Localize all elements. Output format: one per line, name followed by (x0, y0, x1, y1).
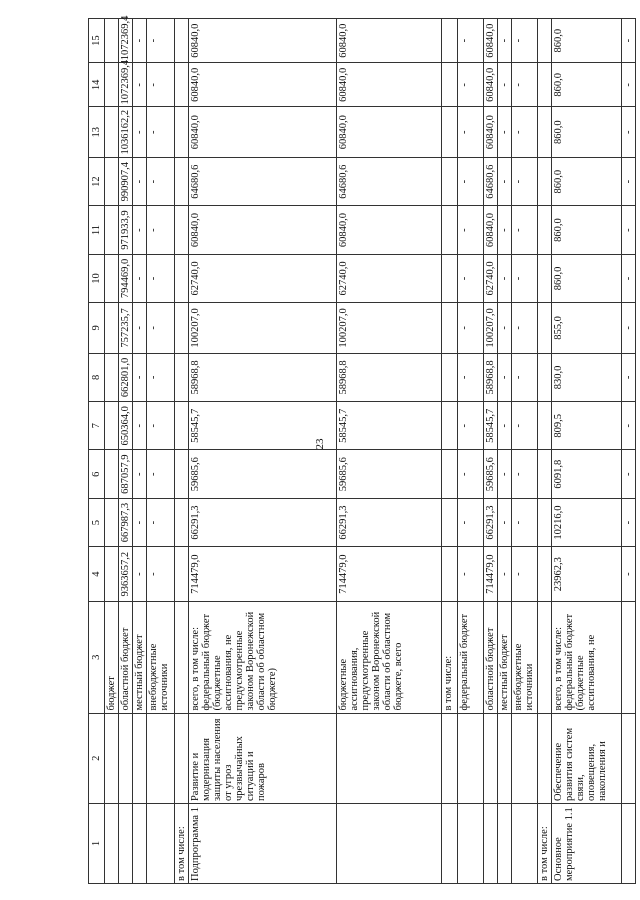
row-section-cell (484, 804, 498, 884)
header-cell: 14 (89, 63, 105, 107)
row-title-cell (458, 713, 484, 803)
value-cell (538, 498, 552, 546)
value-cell: - (458, 254, 484, 302)
value-cell: 60840,0 (189, 206, 337, 254)
value-cell: - (458, 450, 484, 498)
table-row (458, 19, 484, 884)
value-cell (105, 450, 119, 498)
value-cell: - (498, 402, 512, 450)
value-cell: 62740,0 (189, 254, 337, 302)
value-cell (175, 63, 189, 107)
value-cell: - (512, 353, 538, 401)
value-cell: - (498, 303, 512, 354)
table-row (189, 19, 337, 884)
row-title-cell (105, 713, 119, 803)
value-cell: - (498, 63, 512, 107)
header-cell: 15 (89, 19, 105, 63)
value-cell: - (622, 353, 636, 401)
table-row (498, 19, 512, 884)
value-cell: - (512, 547, 538, 602)
value-cell: 1072369,4 (119, 19, 133, 63)
value-cell: 58968,8 (484, 353, 498, 401)
header-cell: 2 (89, 713, 105, 803)
value-cell: 1036162,2 (119, 107, 133, 158)
value-cell: - (512, 19, 538, 63)
value-cell: - (512, 63, 538, 107)
value-cell: 100207,0 (484, 303, 498, 354)
value-cell (105, 254, 119, 302)
value-cell: 860,0 (552, 254, 622, 302)
value-cell (105, 206, 119, 254)
value-cell (442, 547, 458, 602)
value-cell: 66291,3 (484, 498, 498, 546)
value-cell: - (498, 498, 512, 546)
value-cell: 60840,0 (337, 206, 442, 254)
value-cell: 66291,3 (189, 498, 337, 546)
value-cell: - (133, 303, 147, 354)
value-cell (442, 303, 458, 354)
value-cell: - (133, 19, 147, 63)
value-cell: - (622, 254, 636, 302)
value-cell: - (147, 450, 175, 498)
value-cell: - (512, 254, 538, 302)
value-cell: 100207,0 (189, 303, 337, 354)
value-cell: - (147, 498, 175, 546)
value-cell: 990907,4 (119, 157, 133, 205)
value-cell (175, 450, 189, 498)
value-cell (175, 157, 189, 205)
row-funding-source-cell: федеральный бюджет (458, 602, 484, 714)
value-cell: - (622, 547, 636, 602)
value-cell: 66291,3 (337, 498, 442, 546)
value-cell: - (458, 498, 484, 546)
table-row (552, 19, 622, 884)
value-cell (105, 353, 119, 401)
value-cell (442, 206, 458, 254)
value-cell: 60840,0 (189, 63, 337, 107)
value-cell: 59685,6 (337, 450, 442, 498)
row-section-cell (458, 804, 484, 884)
value-cell: - (512, 498, 538, 546)
row-section-cell (133, 804, 147, 884)
header-cell: 5 (89, 498, 105, 546)
value-cell: - (458, 402, 484, 450)
value-cell: - (512, 157, 538, 205)
row-section-cell: в том числе: (538, 804, 552, 884)
value-cell (105, 547, 119, 602)
row-funding-source-cell: областной бюджет (484, 602, 498, 714)
value-cell: - (147, 254, 175, 302)
value-cell (175, 254, 189, 302)
row-funding-source-cell: местный бюджет (498, 602, 512, 714)
table-row (175, 19, 189, 884)
table-row (337, 19, 442, 884)
value-cell: - (458, 206, 484, 254)
table-row (622, 19, 636, 884)
value-cell: - (622, 206, 636, 254)
value-cell: - (498, 206, 512, 254)
value-cell: 58545,7 (337, 402, 442, 450)
value-cell: 62740,0 (337, 254, 442, 302)
row-section-cell (105, 804, 119, 884)
value-cell: 23962,3 (552, 547, 622, 602)
value-cell (105, 63, 119, 107)
value-cell: - (458, 547, 484, 602)
row-section-cell: в том числе: (175, 804, 189, 884)
row-title-cell (538, 713, 552, 803)
header-cell: 3 (89, 602, 105, 714)
row-funding-source-cell: всего, в том числе: федеральный бюджет (бюджетные ассигнования, не (552, 602, 622, 714)
header-cell: 9 (89, 303, 105, 354)
value-cell: 64680,6 (337, 157, 442, 205)
value-cell: - (498, 450, 512, 498)
value-cell (538, 353, 552, 401)
value-cell: - (133, 547, 147, 602)
table-row (119, 19, 133, 884)
value-cell (175, 107, 189, 158)
value-cell: 830,0 (552, 353, 622, 401)
value-cell: - (498, 254, 512, 302)
value-cell: 855,0 (552, 303, 622, 354)
row-title-cell (175, 713, 189, 803)
value-cell: - (147, 107, 175, 158)
value-cell (105, 157, 119, 205)
value-cell (442, 107, 458, 158)
value-cell: 794469,0 (119, 254, 133, 302)
value-cell: - (133, 254, 147, 302)
row-funding-source-cell: областной бюджет (119, 602, 133, 714)
value-cell: - (622, 157, 636, 205)
table-row (133, 19, 147, 884)
value-cell: - (458, 353, 484, 401)
value-cell: 971933,9 (119, 206, 133, 254)
value-cell (105, 303, 119, 354)
row-title-cell (512, 713, 538, 803)
value-cell: 59685,6 (189, 450, 337, 498)
row-title-cell (147, 713, 175, 803)
value-cell: - (622, 402, 636, 450)
value-cell: - (622, 303, 636, 354)
value-cell (538, 19, 552, 63)
value-cell (442, 19, 458, 63)
row-section-cell (119, 804, 133, 884)
value-cell: - (133, 157, 147, 205)
value-cell: 1072369,4 (119, 63, 133, 107)
value-cell: 60840,0 (484, 63, 498, 107)
value-cell (175, 19, 189, 63)
value-cell (442, 353, 458, 401)
value-cell: 687057,9 (119, 450, 133, 498)
value-cell: - (512, 450, 538, 498)
value-cell: 64680,6 (484, 157, 498, 205)
header-cell: 8 (89, 353, 105, 401)
value-cell (538, 157, 552, 205)
row-title-cell (337, 713, 442, 803)
rotated-table-canvas (88, 15, 635, 884)
value-cell: 860,0 (552, 19, 622, 63)
value-cell: 60840,0 (189, 107, 337, 158)
value-cell: 64680,6 (189, 157, 337, 205)
value-cell: - (622, 19, 636, 63)
value-cell: - (133, 63, 147, 107)
header-cell: 12 (89, 157, 105, 205)
value-cell: - (458, 157, 484, 205)
value-cell: - (133, 498, 147, 546)
table-row (105, 19, 119, 884)
value-cell: - (458, 19, 484, 63)
row-section-cell (147, 804, 175, 884)
row-funding-source-cell: в том числе: (442, 602, 458, 714)
value-cell: - (147, 157, 175, 205)
value-cell: 757235,7 (119, 303, 133, 354)
value-cell (175, 353, 189, 401)
value-cell: - (498, 353, 512, 401)
row-section-cell (442, 804, 458, 884)
table-row (512, 19, 538, 884)
row-funding-source-cell (538, 602, 552, 714)
row-title-cell (133, 713, 147, 803)
table-body (89, 15, 636, 884)
value-cell: 809,5 (552, 402, 622, 450)
row-title-cell: Обеспечение развития систем связи, оповещения, накопления и (552, 713, 622, 803)
value-cell: 662801,0 (119, 353, 133, 401)
value-cell: 860,0 (552, 157, 622, 205)
value-cell (442, 157, 458, 205)
header-row (89, 19, 105, 884)
row-title-cell: Развитие и модернизация защиты населения от угроз чрезвычайных ситуаций и пожаров (189, 713, 337, 803)
value-cell: - (147, 402, 175, 450)
row-section-cell: Подпрограмма 1 (189, 804, 337, 884)
value-cell: - (458, 303, 484, 354)
table-row (442, 19, 458, 884)
value-cell: - (147, 19, 175, 63)
value-cell: - (458, 107, 484, 158)
value-cell: - (147, 353, 175, 401)
header-cell: 6 (89, 450, 105, 498)
value-cell: 10216,0 (552, 498, 622, 546)
value-cell (175, 206, 189, 254)
row-section-cell (622, 804, 636, 884)
value-cell: 860,0 (552, 107, 622, 158)
row-funding-source-cell: внебюджетные источники (512, 602, 538, 714)
row-title-cell (119, 713, 133, 803)
value-cell: - (622, 107, 636, 158)
table-row (538, 19, 552, 884)
value-cell (175, 402, 189, 450)
value-cell: 60840,0 (484, 107, 498, 158)
value-cell: 60840,0 (337, 107, 442, 158)
value-cell: 667987,3 (119, 498, 133, 546)
value-cell: - (498, 107, 512, 158)
value-cell: 714479,0 (337, 547, 442, 602)
row-funding-source-cell: бюджетные ассигнования, предусмотренные законом Воронежской области об областном бюджете, всего (337, 602, 442, 714)
row-section-cell (512, 804, 538, 884)
value-cell: 9363657,2 (119, 547, 133, 602)
value-cell: 100207,0 (337, 303, 442, 354)
rotated-table-frame (88, 15, 635, 884)
value-cell: - (622, 450, 636, 498)
row-title-cell (484, 713, 498, 803)
value-cell: - (147, 547, 175, 602)
value-cell: - (133, 353, 147, 401)
header-cell: 11 (89, 206, 105, 254)
value-cell: 58545,7 (484, 402, 498, 450)
value-cell: - (133, 206, 147, 254)
value-cell: - (498, 19, 512, 63)
value-cell (442, 402, 458, 450)
value-cell: 60840,0 (189, 19, 337, 63)
value-cell: 650364,0 (119, 402, 133, 450)
value-cell: - (498, 157, 512, 205)
value-cell: - (498, 547, 512, 602)
value-cell (105, 498, 119, 546)
value-cell: - (147, 303, 175, 354)
page-number: 23 (314, 438, 326, 450)
value-cell: 60840,0 (337, 19, 442, 63)
table-row (484, 19, 498, 884)
value-cell: - (512, 206, 538, 254)
value-cell: - (133, 450, 147, 498)
value-cell: 62740,0 (484, 254, 498, 302)
value-cell (175, 498, 189, 546)
header-cell: 13 (89, 107, 105, 158)
header-cell: 4 (89, 547, 105, 602)
value-cell: 6091,8 (552, 450, 622, 498)
value-cell: - (147, 206, 175, 254)
value-cell: 860,0 (552, 63, 622, 107)
value-cell (105, 107, 119, 158)
value-cell: 59685,6 (484, 450, 498, 498)
value-cell (538, 547, 552, 602)
value-cell: 58968,8 (189, 353, 337, 401)
value-cell: - (133, 107, 147, 158)
row-title-cell (498, 713, 512, 803)
value-cell: 714479,0 (484, 547, 498, 602)
value-cell (538, 303, 552, 354)
value-cell: - (512, 303, 538, 354)
row-funding-source-cell: местный бюджет (133, 602, 147, 714)
row-section-cell (498, 804, 512, 884)
value-cell: - (133, 402, 147, 450)
value-cell: 58545,7 (189, 402, 337, 450)
value-cell (442, 63, 458, 107)
value-cell: - (622, 63, 636, 107)
value-cell (105, 402, 119, 450)
value-cell (538, 402, 552, 450)
value-cell: 714479,0 (189, 547, 337, 602)
value-cell: - (147, 63, 175, 107)
value-cell: - (512, 107, 538, 158)
row-section-cell: Основное мероприятие 1.1 (552, 804, 622, 884)
row-section-cell (337, 804, 442, 884)
value-cell: 60840,0 (484, 206, 498, 254)
row-funding-source-cell: бюджет (105, 602, 119, 714)
row-funding-source-cell: всего, в том числе: федеральный бюджет (бюджетные ассигнования, не предусмотренные законом Воронежской области об областном бюджете) (189, 602, 337, 714)
value-cell: 860,0 (552, 206, 622, 254)
row-funding-source-cell: внебюджетные источники (147, 602, 175, 714)
header-cell: 10 (89, 254, 105, 302)
value-cell (442, 498, 458, 546)
header-cell: 1 (89, 804, 105, 884)
budget-table (88, 15, 636, 884)
row-funding-source-cell (622, 602, 636, 714)
value-cell (175, 303, 189, 354)
value-cell: 60840,0 (484, 19, 498, 63)
row-funding-source-cell (175, 602, 189, 714)
value-cell (538, 63, 552, 107)
value-cell: 60840,0 (337, 63, 442, 107)
row-title-cell (622, 713, 636, 803)
value-cell (442, 254, 458, 302)
row-title-cell (442, 713, 458, 803)
value-cell (538, 107, 552, 158)
table-row (147, 19, 175, 884)
value-cell: - (512, 402, 538, 450)
value-cell (538, 450, 552, 498)
value-cell (538, 254, 552, 302)
value-cell: 58968,8 (337, 353, 442, 401)
value-cell (442, 450, 458, 498)
value-cell: - (622, 498, 636, 546)
header-cell: 7 (89, 402, 105, 450)
value-cell (538, 206, 552, 254)
value-cell (175, 547, 189, 602)
value-cell (105, 19, 119, 63)
value-cell: - (458, 63, 484, 107)
